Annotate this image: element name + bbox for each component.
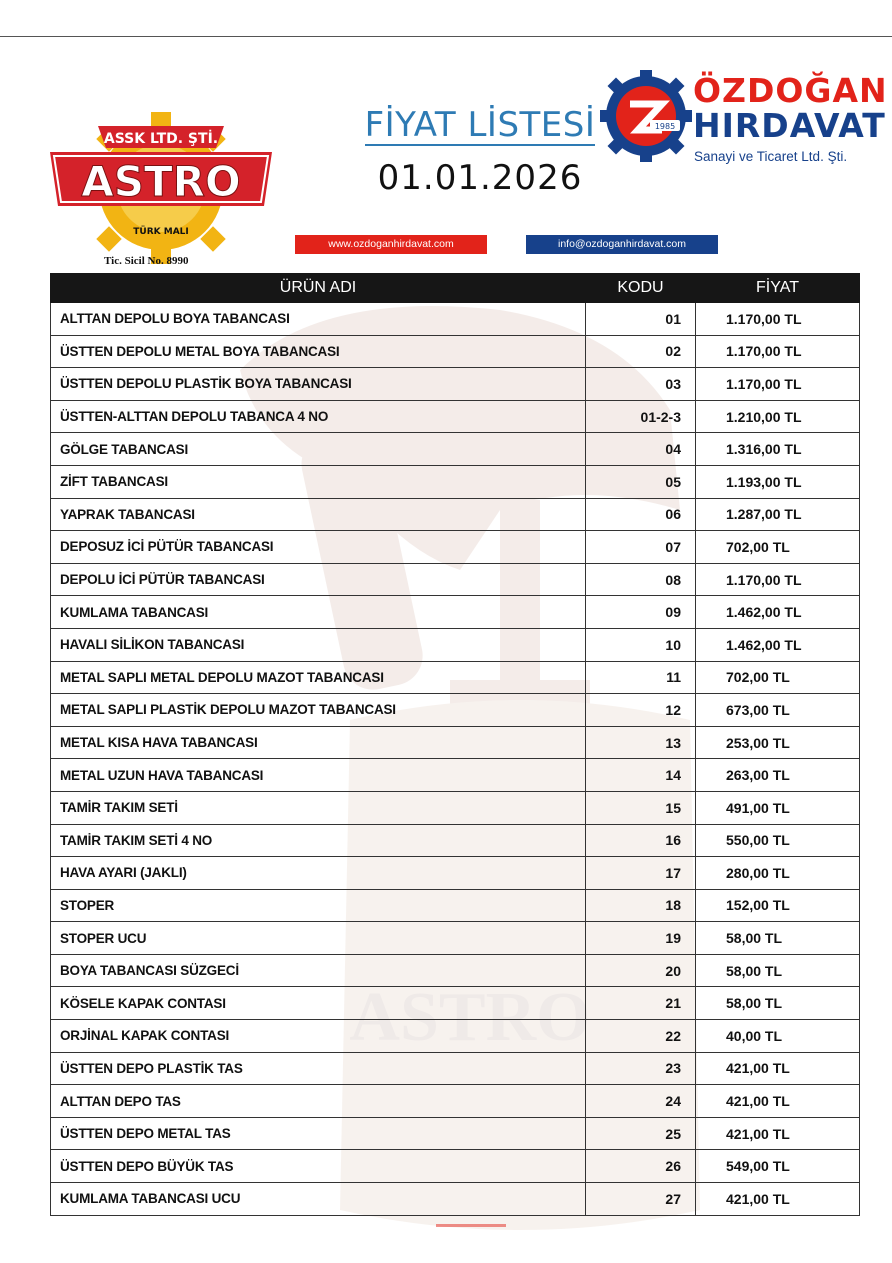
table-row <box>51 1183 860 1216</box>
product-code-cell: 12 <box>586 694 696 727</box>
product-name-cell: KUMLAMA TABANCASI <box>51 596 586 629</box>
ozdogan-name: ÖZDOĞAN <box>693 71 888 110</box>
table-row <box>51 303 860 336</box>
product-code-cell: 22 <box>586 1020 696 1053</box>
table-row <box>51 857 860 890</box>
product-name-cell: DEPOSUZ İCİ PÜTÜR TABANCASI <box>51 531 586 564</box>
product-name-cell: HAVA AYARI (JAKLI) <box>51 857 586 890</box>
table-row <box>51 400 860 433</box>
product-price-cell: 673,00 TL <box>696 694 860 727</box>
product-code-cell: 01 <box>586 303 696 336</box>
table-row <box>51 628 860 661</box>
product-code-cell: 03 <box>586 368 696 401</box>
product-name-cell: DEPOLU İCİ PÜTÜR TABANCASI <box>51 563 586 596</box>
product-name-cell: ORJİNAL KAPAK CONTASI <box>51 1020 586 1053</box>
product-name-cell: YAPRAK TABANCASI <box>51 498 586 531</box>
product-price-cell: 1.316,00 TL <box>696 433 860 466</box>
product-name-cell: HAVALI SİLİKON TABANCASI <box>51 628 586 661</box>
product-code-cell: 14 <box>586 759 696 792</box>
page-title: FİYAT LİSTESİ <box>364 105 596 145</box>
product-price-cell: 1.170,00 TL <box>696 303 860 336</box>
product-code-cell: 25 <box>586 1117 696 1150</box>
table-header-row <box>51 274 860 303</box>
top-divider <box>0 36 892 37</box>
product-price-cell: 152,00 TL <box>696 889 860 922</box>
product-name-cell: ALTTAN DEPO TAS <box>51 1085 586 1118</box>
email-link[interactable]: info@ozdoganhirdavat.com <box>526 235 718 254</box>
product-name-cell: ALTTAN DEPOLU BOYA TABANCASI <box>51 303 586 336</box>
table-row <box>51 335 860 368</box>
table-row <box>51 987 860 1020</box>
product-code-cell: 13 <box>586 726 696 759</box>
table-row <box>51 954 860 987</box>
product-price-cell: 58,00 TL <box>696 987 860 1020</box>
ozdogan-gear-logo-icon <box>600 70 692 162</box>
product-name-cell: STOPER <box>51 889 586 922</box>
price-table <box>50 273 860 1216</box>
product-code-cell: 07 <box>586 531 696 564</box>
hirdavat-name: HIRDAVAT <box>693 106 886 145</box>
table-row <box>51 1020 860 1053</box>
product-price-cell: 421,00 TL <box>696 1117 860 1150</box>
product-code-cell: 19 <box>586 922 696 955</box>
product-price-cell: 280,00 TL <box>696 857 860 890</box>
table-row <box>51 596 860 629</box>
product-price-cell: 40,00 TL <box>696 1020 860 1053</box>
product-name-cell: BOYA TABANCASI SÜZGECİ <box>51 954 586 987</box>
table-row <box>51 726 860 759</box>
product-code-cell: 18 <box>586 889 696 922</box>
product-price-cell: 1.462,00 TL <box>696 628 860 661</box>
product-code-cell: 21 <box>586 987 696 1020</box>
table-row <box>51 661 860 694</box>
bottom-accent <box>436 1224 506 1227</box>
product-price-cell: 253,00 TL <box>696 726 860 759</box>
product-code-cell: 08 <box>586 563 696 596</box>
table-row <box>51 465 860 498</box>
table-row <box>51 1117 860 1150</box>
watermark-text: ASTRO <box>349 979 591 1056</box>
product-price-cell: 550,00 TL <box>696 824 860 857</box>
product-price-cell: 421,00 TL <box>696 1085 860 1118</box>
table-body <box>51 303 860 1216</box>
product-code-cell: 16 <box>586 824 696 857</box>
product-name-cell: METAL SAPLI METAL DEPOLU MAZOT TABANCASI <box>51 661 586 694</box>
header-price: FİYAT <box>696 274 860 303</box>
product-code-cell: 01-2-3 <box>586 400 696 433</box>
product-price-cell: 1.170,00 TL <box>696 368 860 401</box>
table-row <box>51 824 860 857</box>
product-code-cell: 27 <box>586 1183 696 1216</box>
table-row <box>51 1052 860 1085</box>
astro-registration: Tic. Sicil No. 8990 <box>104 255 189 267</box>
table-row <box>51 1085 860 1118</box>
product-code-cell: 04 <box>586 433 696 466</box>
product-name-cell: ÜSTTEN-ALTTAN DEPOLU TABANCA 4 NO <box>51 400 586 433</box>
product-code-cell: 15 <box>586 791 696 824</box>
ozdogan-subtitle: Sanayi ve Ticaret Ltd. Şti. <box>694 149 848 164</box>
product-price-cell: 1.287,00 TL <box>696 498 860 531</box>
product-price-cell: 1.462,00 TL <box>696 596 860 629</box>
product-price-cell: 1.170,00 TL <box>696 335 860 368</box>
table-row <box>51 498 860 531</box>
astro-company: ASSK LTD. ŞTİ. <box>103 131 219 147</box>
title-block <box>330 105 630 146</box>
product-code-cell: 09 <box>586 596 696 629</box>
product-name-cell: METAL KISA HAVA TABANCASI <box>51 726 586 759</box>
product-price-cell: 421,00 TL <box>696 1183 860 1216</box>
table-row <box>51 368 860 401</box>
product-price-cell: 421,00 TL <box>696 1052 860 1085</box>
astro-tagline: TÜRK MALI <box>133 227 189 237</box>
ozdogan-year: 1985 <box>654 122 676 131</box>
product-code-cell: 06 <box>586 498 696 531</box>
product-code-cell: 17 <box>586 857 696 890</box>
product-name-cell: ÜSTTEN DEPO METAL TAS <box>51 1117 586 1150</box>
product-price-cell: 491,00 TL <box>696 791 860 824</box>
table-row <box>51 563 860 596</box>
product-code-cell: 20 <box>586 954 696 987</box>
product-price-cell: 1.170,00 TL <box>696 563 860 596</box>
product-name-cell: METAL UZUN HAVA TABANCASI <box>51 759 586 792</box>
product-name-cell: ÜSTTEN DEPO PLASTİK TAS <box>51 1052 586 1085</box>
product-name-cell: ÜSTTEN DEPOLU METAL BOYA TABANCASI <box>51 335 586 368</box>
product-name-cell: ÜSTTEN DEPOLU PLASTİK BOYA TABANCASI <box>51 368 586 401</box>
table-row <box>51 889 860 922</box>
header-code: KODU <box>586 274 696 303</box>
product-code-cell: 23 <box>586 1052 696 1085</box>
product-code-cell: 10 <box>586 628 696 661</box>
product-price-cell: 58,00 TL <box>696 922 860 955</box>
product-name-cell: ZİFT TABANCASI <box>51 465 586 498</box>
product-name-cell: TAMİR TAKIM SETİ <box>51 791 586 824</box>
table-row <box>51 759 860 792</box>
table-row <box>51 433 860 466</box>
table-row <box>51 922 860 955</box>
product-code-cell: 11 <box>586 661 696 694</box>
product-price-cell: 702,00 TL <box>696 531 860 564</box>
astro-brand: ASTRO <box>81 157 241 206</box>
header-product-name: ÜRÜN ADI <box>51 274 586 303</box>
website-link[interactable]: www.ozdoganhirdavat.com <box>295 235 487 254</box>
product-name-cell: STOPER UCU <box>51 922 586 955</box>
product-price-cell: 58,00 TL <box>696 954 860 987</box>
table-row <box>51 531 860 564</box>
table-row <box>51 791 860 824</box>
product-code-cell: 26 <box>586 1150 696 1183</box>
price-list-date: 01.01.2026 <box>377 158 583 198</box>
table-row <box>51 694 860 727</box>
product-name-cell: KUMLAMA TABANCASI UCU <box>51 1183 586 1216</box>
product-name-cell: ÜSTTEN DEPO BÜYÜK TAS <box>51 1150 586 1183</box>
product-name-cell: KÖSELE KAPAK CONTASI <box>51 987 586 1020</box>
product-name-cell: GÖLGE TABANCASI <box>51 433 586 466</box>
product-name-cell: METAL SAPLI PLASTİK DEPOLU MAZOT TABANCASI <box>51 694 586 727</box>
product-price-cell: 702,00 TL <box>696 661 860 694</box>
product-code-cell: 05 <box>586 465 696 498</box>
table-row <box>51 1150 860 1183</box>
astro-logo <box>48 108 274 268</box>
product-price-cell: 1.193,00 TL <box>696 465 860 498</box>
product-price-cell: 1.210,00 TL <box>696 400 860 433</box>
product-price-cell: 263,00 TL <box>696 759 860 792</box>
product-code-cell: 02 <box>586 335 696 368</box>
product-code-cell: 24 <box>586 1085 696 1118</box>
product-name-cell: TAMİR TAKIM SETİ 4 NO <box>51 824 586 857</box>
product-price-cell: 549,00 TL <box>696 1150 860 1183</box>
